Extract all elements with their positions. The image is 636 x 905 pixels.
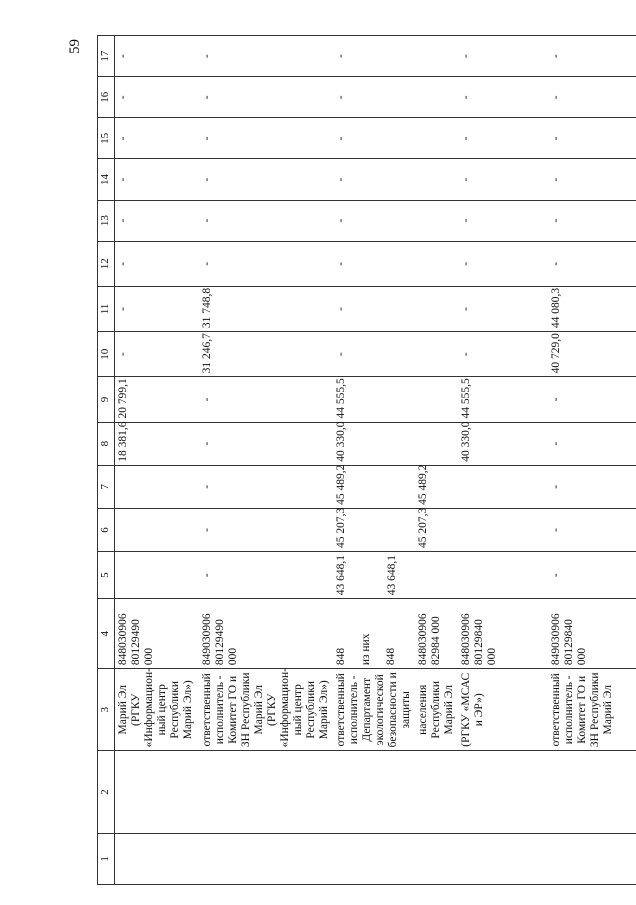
code-value: 848 [334, 647, 347, 666]
value-cell: - [115, 200, 199, 241]
value-cell: 44 080,3 [548, 286, 636, 331]
value-cell: - [458, 159, 548, 200]
value-cell: 31 246,7 [199, 332, 333, 377]
value-cell: 44 555,5 [333, 377, 415, 422]
value-cell: 45 489,2 [415, 465, 458, 508]
value-cell: - [548, 159, 636, 200]
header-col-3: 3 [98, 669, 115, 751]
header-col-16: 16 [98, 77, 115, 118]
value-cell [115, 508, 199, 551]
value-cell: - [199, 200, 333, 241]
value-cell: - [199, 36, 333, 77]
page-number: 59 [67, 39, 83, 54]
value-cell: - [115, 159, 199, 200]
table-row [548, 36, 636, 885]
header-col-2: 2 [98, 751, 115, 833]
value-cell: - [548, 77, 636, 118]
value-cell: - [458, 118, 548, 159]
table-row [333, 36, 415, 885]
value-cell: - [548, 36, 636, 77]
value-cell [115, 552, 199, 599]
header-col-10: 10 [98, 332, 115, 377]
value-cell: - [458, 241, 548, 286]
value-cell: - [458, 36, 548, 77]
cell [458, 751, 548, 833]
value-cell: 18 381,6 [115, 422, 199, 465]
cell [548, 751, 636, 833]
value-cell [415, 118, 458, 159]
code-cell: 848030906 82984 000 [415, 599, 458, 669]
value-cell: - [548, 200, 636, 241]
cell [415, 751, 458, 833]
header-col-4: 4 [98, 599, 115, 669]
budget-table [97, 35, 636, 885]
value-cell [415, 332, 458, 377]
header-col-15: 15 [98, 118, 115, 159]
value-cell: - [115, 118, 199, 159]
value-cell: 45 207,3 [333, 508, 415, 551]
value: 43 648,1 [334, 555, 347, 596]
value-cell [458, 465, 548, 508]
header-col-11: 11 [98, 286, 115, 331]
value-cell: - [199, 508, 333, 551]
code-value-2: 848 [384, 647, 397, 666]
value-cell: - [548, 552, 636, 599]
cell [548, 833, 636, 884]
value-sub: 43 648,1 [385, 555, 398, 596]
cell [333, 833, 415, 884]
value-cell: - [199, 118, 333, 159]
code-subnote: из них [359, 633, 372, 666]
code-cell: 848030906 80129840 000 [458, 599, 548, 669]
header-col-1: 1 [98, 833, 115, 884]
value-cell: 40 729,0 [548, 332, 636, 377]
value-cell: 40 330,0 [458, 422, 548, 465]
value-cell: - [333, 36, 415, 77]
value-cell [333, 552, 415, 599]
value-cell: - [333, 77, 415, 118]
value-cell: - [458, 332, 548, 377]
executor-cell: Марий Эл (РГКУ «Информацион-ный центр Республики Марий Эл») [115, 669, 199, 751]
table-row [458, 36, 548, 885]
value-cell: 45 489,2 [333, 465, 415, 508]
value-cell [415, 200, 458, 241]
value-cell: - [199, 77, 333, 118]
value-cell: - [548, 377, 636, 422]
value-cell [415, 36, 458, 77]
value-cell: - [548, 508, 636, 551]
header-col-14: 14 [98, 159, 115, 200]
value-cell: - [548, 422, 636, 465]
value-cell: - [458, 200, 548, 241]
value-cell: - [548, 241, 636, 286]
value-cell: 44 555,5 [458, 377, 548, 422]
value-cell: - [458, 286, 548, 331]
budget-table-rotated [97, 35, 617, 885]
value-cell: - [548, 118, 636, 159]
cell [199, 751, 333, 833]
value-cell: 45 207,3 [415, 508, 458, 551]
value-cell [415, 286, 458, 331]
value-cell: - [333, 200, 415, 241]
cell [333, 751, 415, 833]
table-row [415, 36, 458, 885]
table-row [115, 36, 199, 885]
code-cell: 849030906 80129840 000 [548, 599, 636, 669]
cell [415, 833, 458, 884]
cell [458, 833, 548, 884]
value-cell [415, 159, 458, 200]
header-col-7: 7 [98, 465, 115, 508]
value-cell: - [199, 422, 333, 465]
header-col-12: 12 [98, 241, 115, 286]
header-col-8: 8 [98, 422, 115, 465]
value-cell: - [333, 159, 415, 200]
value-cell: - [199, 159, 333, 200]
value-cell: 31 748,8 [199, 286, 333, 331]
value-cell: - [333, 286, 415, 331]
value-cell: - [333, 118, 415, 159]
header-col-17: 17 [98, 36, 115, 77]
header-col-13: 13 [98, 200, 115, 241]
header-col-6: 6 [98, 508, 115, 551]
value-cell: - [115, 332, 199, 377]
executor-cell: ответственный исполнитель - Департамент экологической безопасности и защиты [333, 669, 415, 751]
value-cell: - [115, 36, 199, 77]
cell [199, 833, 333, 884]
cell [115, 833, 199, 884]
executor-cell: населения Республики Марий Эл [415, 669, 458, 751]
value-cell: - [458, 77, 548, 118]
header-col-5: 5 [98, 552, 115, 599]
header-row [98, 36, 115, 885]
value-cell: 40 330,0 [333, 422, 415, 465]
code-cell [333, 599, 415, 669]
cell [115, 751, 199, 833]
table-row [199, 36, 333, 885]
value-cell [415, 552, 458, 599]
value-cell [458, 508, 548, 551]
value-cell [415, 77, 458, 118]
header-col-9: 9 [98, 377, 115, 422]
executor-cell: ответственный исполнитель - Комитет ГО и ЗН Республики Марий Эл [548, 669, 636, 751]
value-cell: - [199, 241, 333, 286]
value-cell [415, 241, 458, 286]
value-cell [415, 422, 458, 465]
value-cell: - [115, 286, 199, 331]
value-cell: - [115, 241, 199, 286]
executor-cell: ответственный исполнитель - Комитет ГО и ЗН Республики Марий Эл (РГКУ «Информацион-ный центр Республики Марий Эл») [199, 669, 333, 751]
code-cell: 849030906 80129490 000 [199, 599, 333, 669]
value-cell [415, 377, 458, 422]
executor-cell: (РГКУ «МСАС и ЭР») [458, 669, 548, 751]
value-cell: - [199, 377, 333, 422]
value-cell: - [199, 465, 333, 508]
code-cell: 848030906 80129490 000 [115, 599, 199, 669]
value-cell: - [548, 465, 636, 508]
value-cell [115, 465, 199, 508]
value-cell: 20 799,1 [115, 377, 199, 422]
value-cell [458, 552, 548, 599]
value-cell: - [333, 332, 415, 377]
value-cell: - [333, 241, 415, 286]
value-cell: - [115, 77, 199, 118]
value-cell: - [199, 552, 333, 599]
